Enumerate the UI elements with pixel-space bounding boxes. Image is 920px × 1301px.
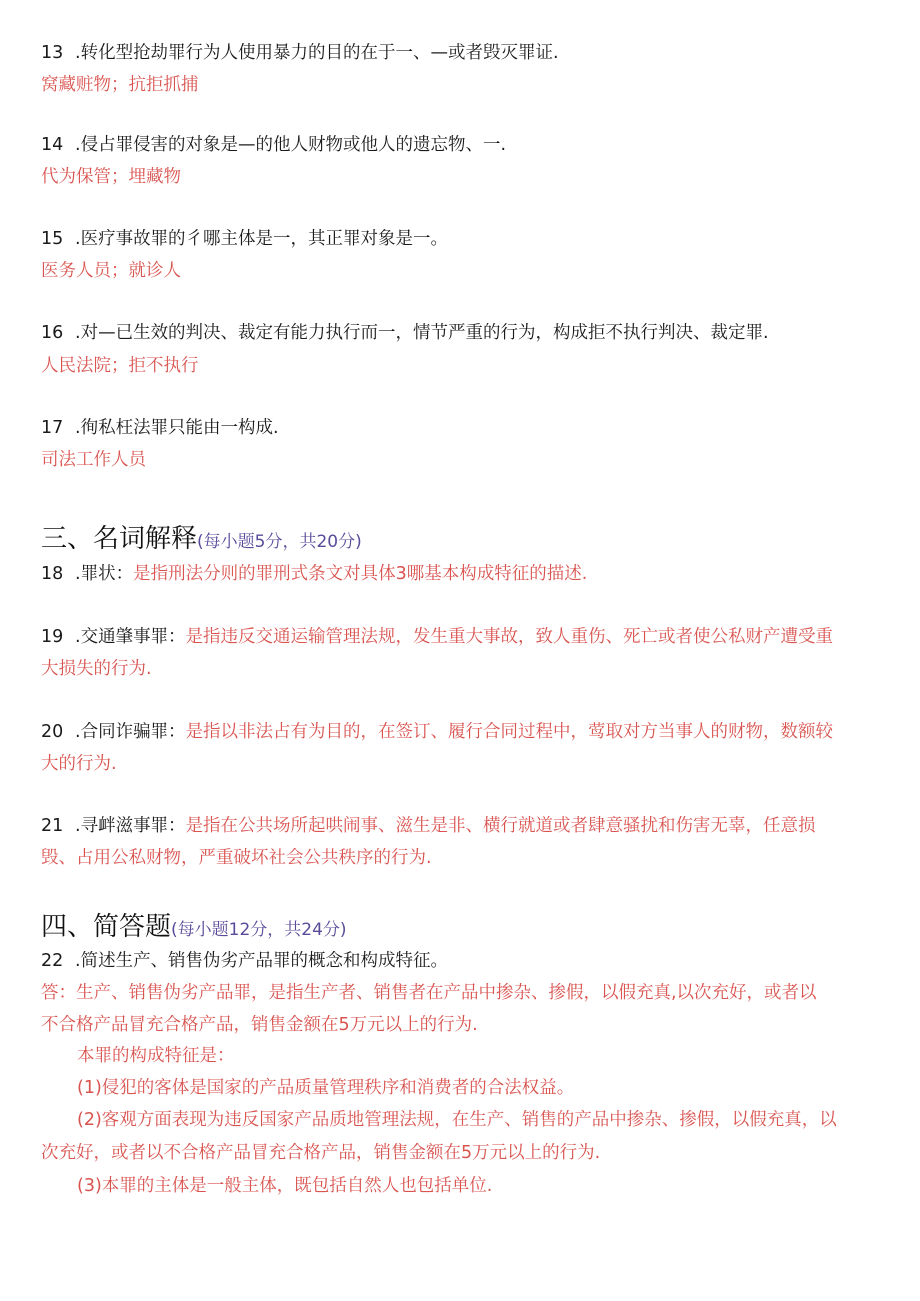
question-15 (41, 223, 886, 255)
term-20-definition-cont: 大的行为. (41, 754, 117, 774)
question-text: .简述生产、销售伪劣产品罪的概念和构成特征。 (75, 951, 449, 971)
question-text: .徇私枉法罪只能由一构成. (75, 418, 279, 438)
term-19-definition-cont: 大损失的行为. (41, 659, 152, 679)
question-number: 14 (41, 135, 64, 155)
term-21 (41, 810, 886, 842)
question-number: 18 (41, 564, 64, 584)
answer-14: 代为保管；埋藏物 (41, 167, 181, 187)
question-number: 21 (41, 816, 64, 836)
feature-1: (1)侵犯的客体是国家的产品质量管理秩序和消费者的合法权益。 (77, 1078, 575, 1098)
term-name: .罪状： (75, 564, 134, 584)
question-13 (41, 37, 886, 69)
answer-22-line-1: 答：生产、销售伪劣产品罪，是指生产者、销售者在产品中掺杂、掺假，以假充真,以次充好，或者以 (41, 983, 817, 1003)
question-text: .对—已生效的判决、裁定有能力执行而一，情节严重的行为，构成拒不执行判决、裁定罪. (75, 323, 769, 343)
question-17 (41, 412, 886, 444)
term-21-definition-cont: 毁、占用公私财物，严重破坏社会公共秩序的行为. (41, 848, 432, 868)
feature-3: (3)本罪的主体是一般主体，既包括自然人也包括单位. (77, 1176, 493, 1196)
question-number: 16 (41, 323, 64, 343)
question-number: 15 (41, 229, 64, 249)
question-14 (41, 129, 886, 161)
section-title: 三、名词解释 (41, 524, 198, 554)
term-18 (41, 558, 886, 590)
section-title: 四、简答题 (41, 912, 172, 942)
term-definition: 是指在公共场所起哄闹事、滋生是非、横行就道或者肆意骚扰和伤害无辜，任意损 (185, 816, 816, 836)
question-text: .医疗事故罪的彳哪主体是一，其正罪对象是一。 (75, 229, 449, 249)
term-name: .寻衅滋事罪： (75, 816, 186, 836)
question-number: 19 (41, 627, 64, 647)
term-name: .合同诈骗罪： (75, 722, 186, 742)
section-3-heading (41, 521, 362, 560)
section-4-heading (41, 909, 347, 948)
answer-17: 司法工作人员 (41, 450, 146, 470)
question-text: .转化型抢劫罪行为人使用暴力的目的在于一、—或者毁灭罪证. (75, 43, 559, 63)
question-text: .侵占罪侵害的对象是—的他人财物或他人的遗忘物、一. (75, 135, 507, 155)
feature-2: (2)客观方面表现为违反国家产品质地管理法规，在生产、销售的产品中掺杂、掺假，以假充真，以 (77, 1110, 837, 1130)
answer-13: 窝藏赃物；抗拒抓捕 (41, 75, 199, 95)
question-16 (41, 317, 886, 349)
answer-16: 人民法院；拒不执行 (41, 356, 199, 376)
features-intro: 本罪的构成特征是： (77, 1046, 235, 1066)
feature-2-cont: 次充好，或者以不合格产品冒充合格产品，销售金额在5万元以上的行为. (41, 1143, 601, 1163)
term-19 (41, 621, 886, 653)
term-20 (41, 716, 886, 748)
term-definition: 是指刑法分则的罪刑式条文对具体3哪基本构成特征的描述. (133, 564, 588, 584)
question-number: 20 (41, 722, 64, 742)
question-number: 13 (41, 43, 64, 63)
answer-22-line-2: 不合格产品冒充合格产品，销售金额在5万元以上的行为. (41, 1015, 478, 1035)
term-definition: 是指违反交通运输管理法规，发生重大事故，致人重伤、死亡或者使公私财产遭受重 (185, 627, 834, 647)
question-number: 17 (41, 418, 64, 438)
section-score-note: (每小题5分，共20分) (197, 532, 362, 552)
answer-15: 医务人员；就诊人 (41, 261, 181, 281)
question-22 (41, 945, 886, 977)
question-number: 22 (41, 951, 64, 971)
term-definition: 是指以非法占有为目的，在签订、履行合同过程中，莺取对方当事人的财物，数额较 (185, 722, 834, 742)
section-score-note: (每小题12分，共24分) (171, 920, 347, 940)
term-name: .交通肇事罪： (75, 627, 186, 647)
